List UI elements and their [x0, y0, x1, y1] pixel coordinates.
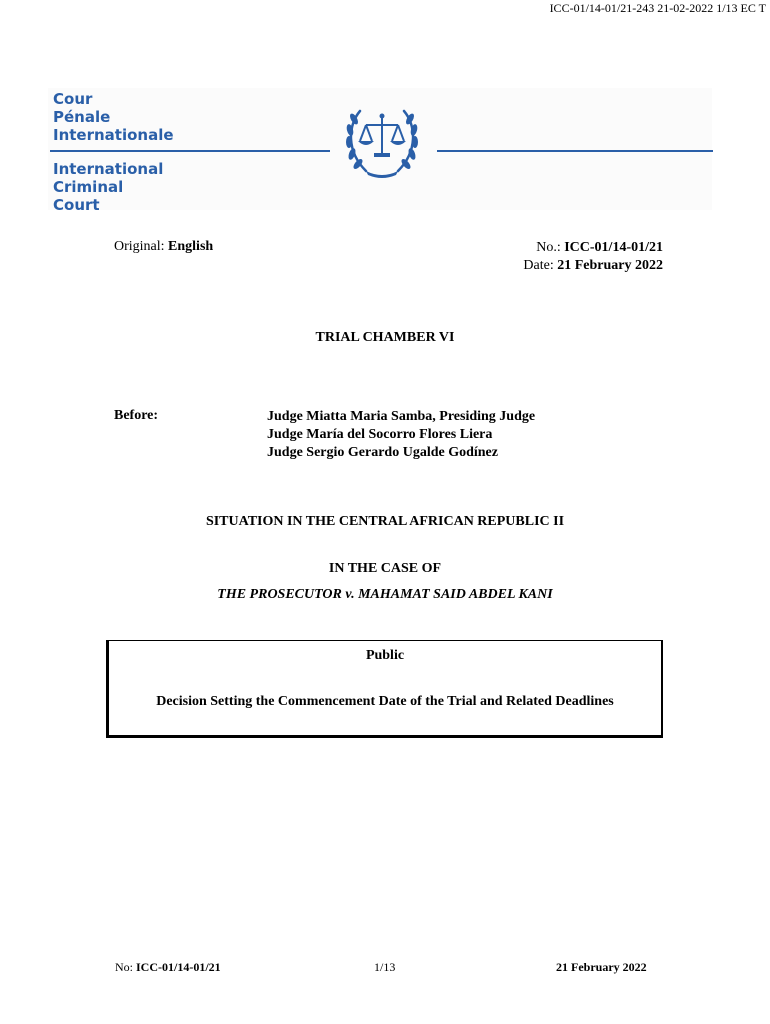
judge-name: Judge María del Socorro Flores Liera: [267, 427, 493, 442]
logo-french-name: [53, 90, 174, 144]
footer-number-label: No:: [115, 960, 133, 974]
judge-name: Judge Sergio Gerardo Ugalde Godínez: [267, 445, 498, 460]
document-date: [523, 257, 663, 275]
case-of-heading: IN THE CASE OF: [328, 561, 442, 576]
scales-of-justice-laurel-icon: [330, 103, 434, 181]
logo-word: Internationale: [53, 126, 174, 144]
situation-heading: SITUATION IN THE CENTRAL AFRICAN REPUBLIC II: [205, 514, 565, 529]
original-language: [114, 239, 213, 255]
logo-word: Court: [53, 196, 100, 214]
logo-word: International: [53, 160, 164, 178]
case-name: THE PROSECUTOR v. MAHAMAT SAID ABDEL KANI: [217, 587, 553, 602]
judges-list: [267, 408, 535, 462]
logo-word: Pénale: [53, 108, 111, 126]
document-number-label: No.:: [536, 240, 561, 255]
document-number-value: ICC-01/14-01/21: [564, 240, 663, 255]
original-value: English: [168, 239, 214, 254]
document-date-label: Date:: [523, 258, 554, 273]
original-label: Original:: [114, 239, 165, 254]
document-reference-header: ICC-01/14-01/21-243 21-02-2022 1/13 EC T: [549, 1, 766, 15]
logo-divider-left: [50, 150, 330, 152]
document-date-value: 21 February 2022: [557, 258, 663, 273]
logo-word: Criminal: [53, 178, 124, 196]
document-number: [523, 239, 663, 257]
decision-title: Decision Setting the Commencement Date of the Trial and Related Deadlines: [156, 694, 614, 709]
logo-english-name: [53, 160, 163, 214]
document-meta: [523, 239, 663, 275]
judge-name: Judge Miatta Maria Samba, Presiding Judge: [267, 409, 536, 424]
chamber-heading: TRIAL CHAMBER VI: [315, 330, 455, 345]
classification-label: Public: [365, 648, 405, 663]
footer-page-number: 1/13: [374, 960, 396, 974]
logo-word: Cour: [53, 90, 93, 108]
decision-box: [106, 640, 663, 738]
before-label: Before:: [114, 408, 159, 423]
footer-date: 21 February 2022: [556, 960, 647, 974]
footer-document-number: [115, 960, 221, 975]
footer-number-value: ICC-01/14-01/21: [136, 960, 221, 974]
logo-divider-right: [437, 150, 713, 152]
